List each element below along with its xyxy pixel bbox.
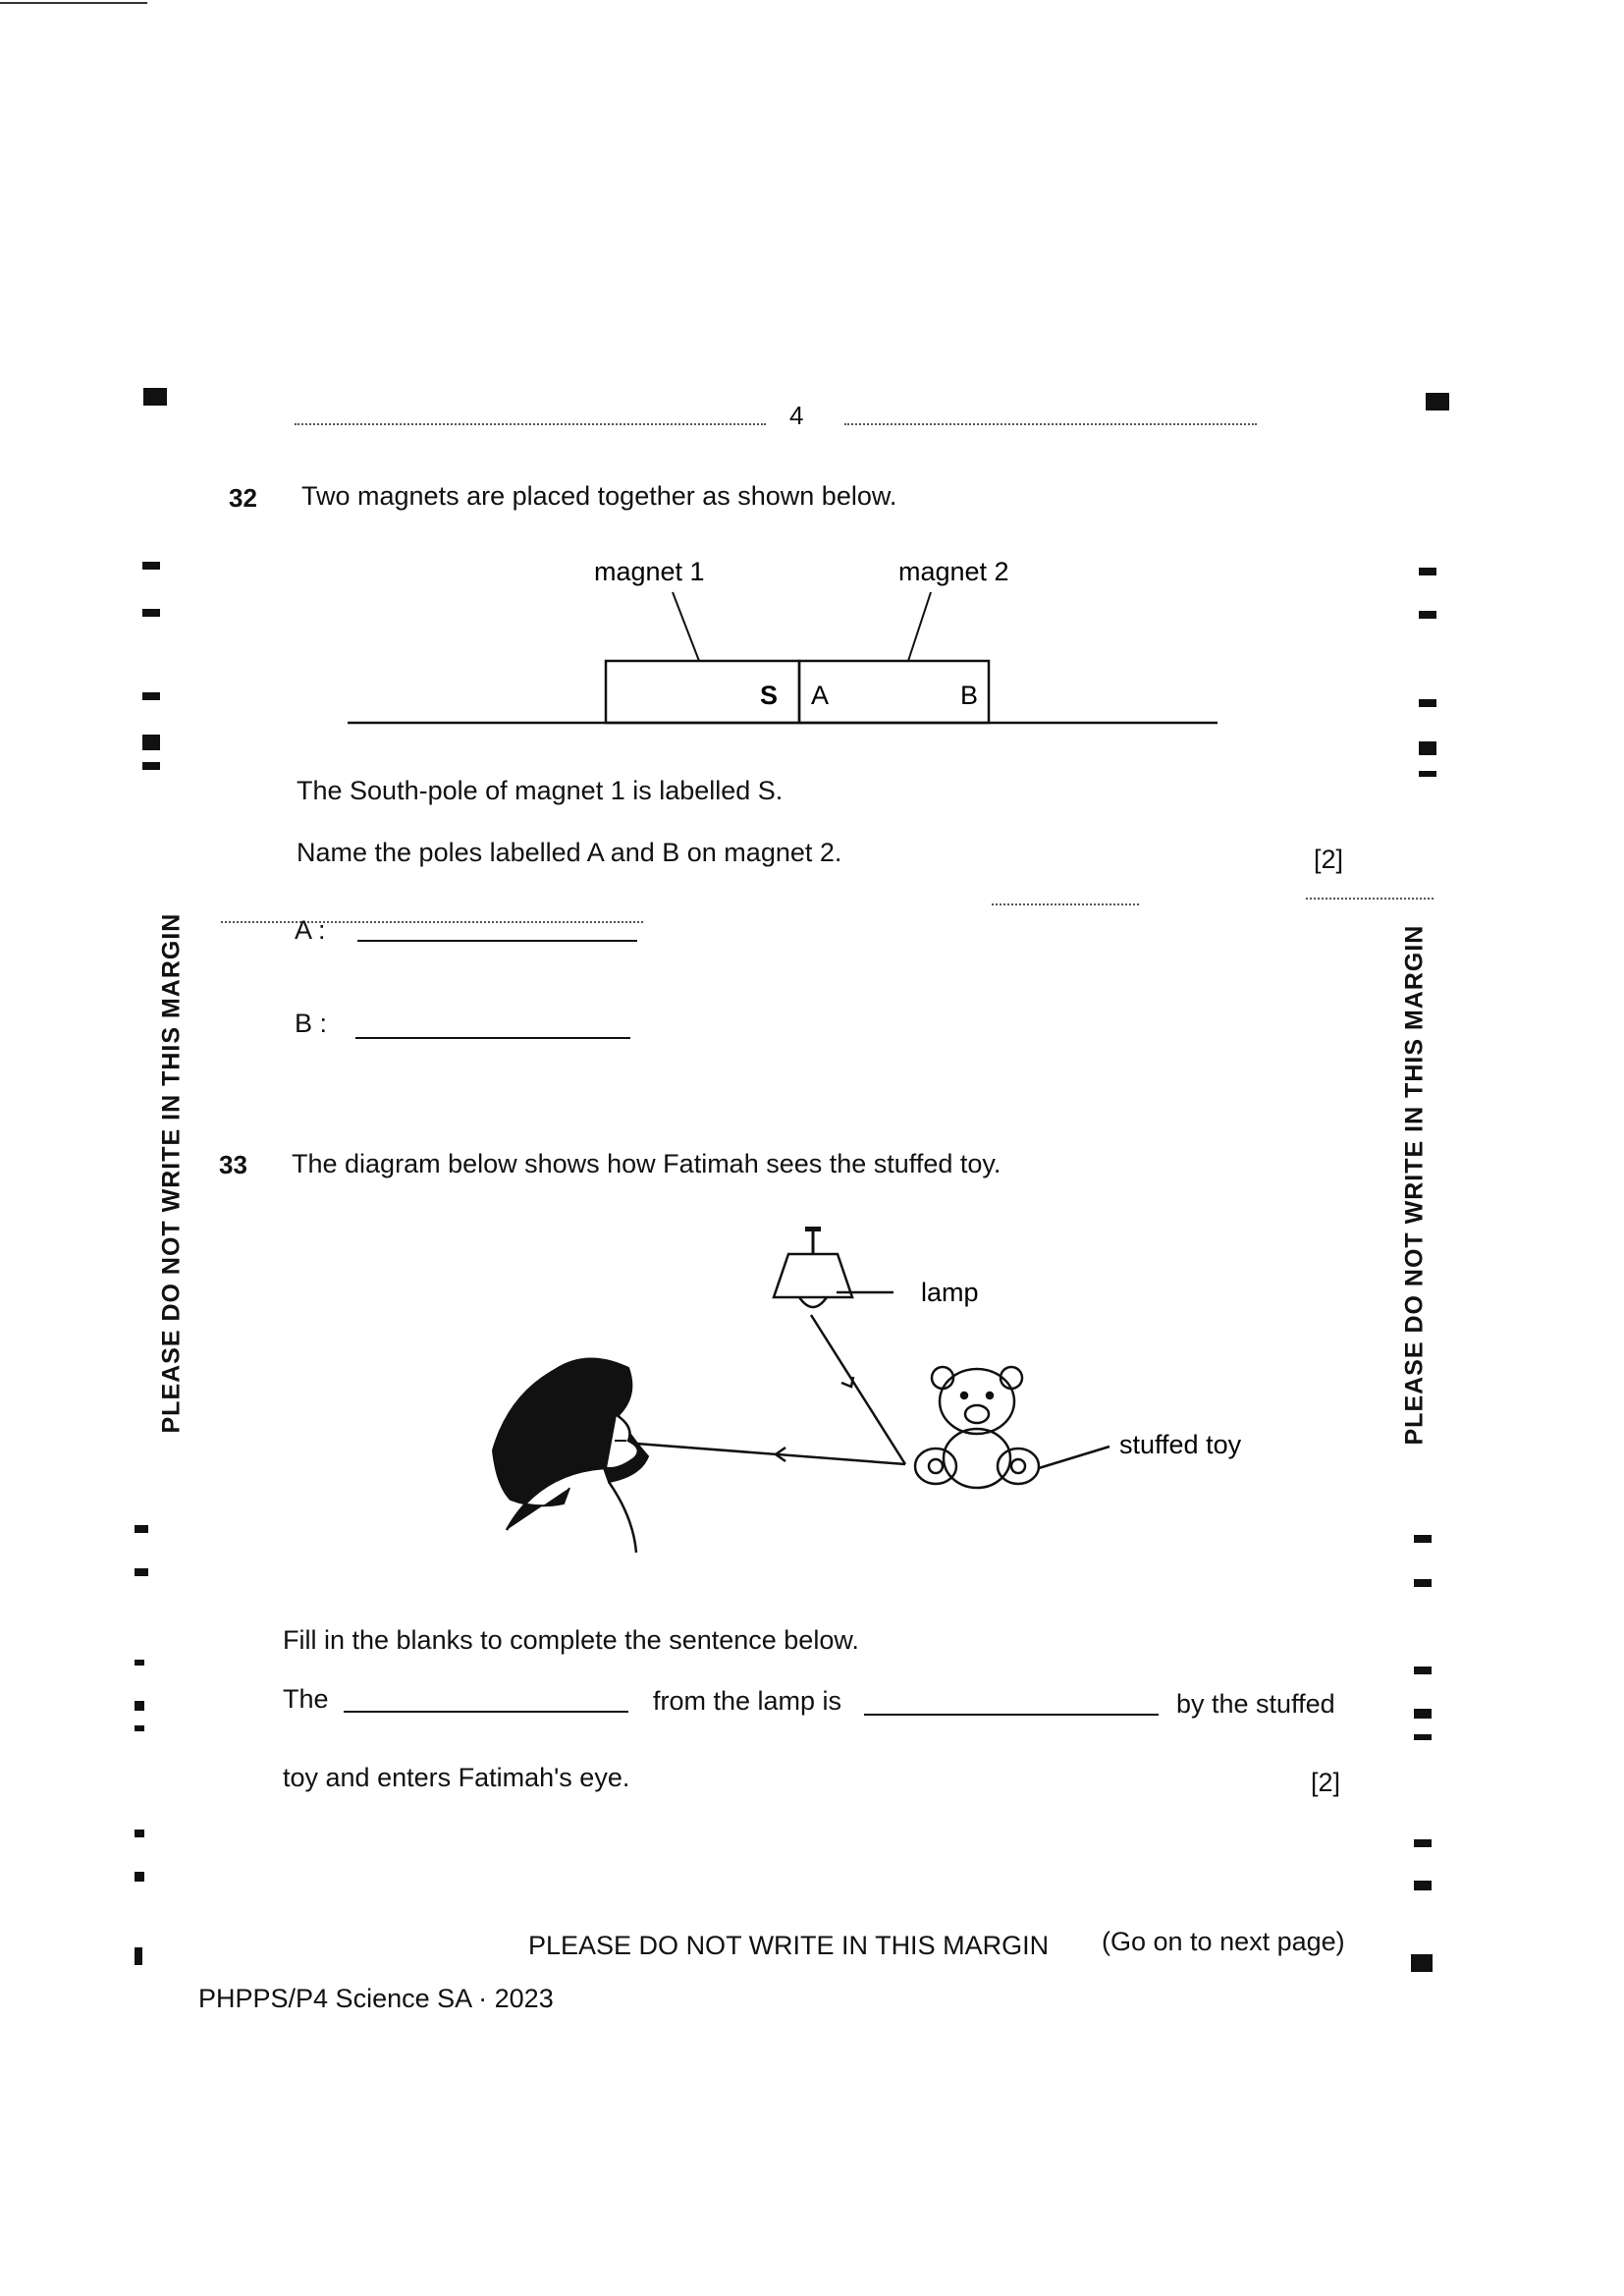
registration-mark (143, 388, 167, 406)
teddy-bear-icon (915, 1367, 1039, 1488)
right-margin-note: PLEASE DO NOT WRITE IN THIS MARGIN (1400, 924, 1429, 1446)
registration-mark (135, 1568, 148, 1576)
registration-mark (135, 1872, 144, 1882)
answer-a-label: A : (295, 915, 326, 945)
registration-mark (135, 1725, 144, 1731)
footer-paper-code: PHPPS/P4 Science SA · 2023 (198, 1984, 554, 2013)
footer-next-page: (Go on to next page) (1102, 1927, 1345, 1956)
toy-pointer (1039, 1447, 1110, 1468)
answer-blank-2[interactable] (864, 1714, 1159, 1716)
magnets-diagram (334, 545, 1237, 732)
registration-mark (1414, 1579, 1432, 1587)
registration-mark (1419, 699, 1436, 707)
sentence-part-3: by the stuffed (1176, 1689, 1335, 1719)
magnet-1-pointer (673, 592, 699, 661)
incident-ray (811, 1315, 905, 1464)
magnet-1-label: magnet 1 (594, 557, 705, 586)
registration-mark (1414, 1734, 1432, 1740)
reflected-ray (623, 1443, 905, 1464)
pole-b-label: B (960, 681, 979, 710)
sentence-part-2: from the lamp is (653, 1686, 842, 1716)
sentence-part-4: toy and enters Fatimah's eye. (283, 1763, 630, 1792)
registration-mark (142, 562, 160, 570)
sentence-part-1: The (283, 1684, 329, 1714)
question-33-marks: [2] (1311, 1768, 1341, 1797)
registration-mark (135, 1701, 144, 1711)
answer-b-label: B : (295, 1009, 328, 1038)
question-32-instruction: Name the poles labelled A and B on magnet 2. (297, 838, 842, 867)
question-33-instruction: Fill in the blanks to complete the sentence below. (283, 1625, 859, 1655)
pole-s-label: S (760, 681, 779, 710)
toy-label: stuffed toy (1119, 1430, 1242, 1459)
light-reflection-diagram (461, 1223, 1316, 1566)
left-margin-note: PLEASE DO NOT WRITE IN THIS MARGIN (157, 912, 186, 1434)
registration-mark (135, 1525, 148, 1533)
registration-mark (1414, 1839, 1432, 1847)
footer-margin-note: PLEASE DO NOT WRITE IN THIS MARGIN (528, 1931, 1050, 1960)
question-32-prompt: Two magnets are placed together as shown below. (301, 481, 897, 511)
answer-blank-1[interactable] (344, 1711, 628, 1713)
girl-icon (493, 1358, 648, 1553)
question-33-prompt: The diagram below shows how Fatimah sees the stuffed toy. (292, 1149, 1001, 1178)
question-32-number: 32 (229, 483, 257, 513)
registration-mark (1426, 393, 1449, 410)
lamp-icon (774, 1227, 852, 1307)
header-dotted-rule (844, 423, 1257, 425)
scan-edge-line (0, 2, 147, 4)
registration-mark (142, 762, 160, 770)
registration-mark (142, 735, 160, 750)
lamp-label: lamp (921, 1278, 979, 1307)
page-number: 4 (789, 401, 804, 430)
magnet-2-pointer (908, 592, 931, 661)
faint-dotted-rule (992, 903, 1139, 905)
registration-mark (1411, 1954, 1433, 1972)
faint-dotted-rule (221, 921, 643, 923)
registration-mark (1419, 611, 1436, 619)
registration-mark (135, 1947, 142, 1965)
question-32-marks: [2] (1314, 845, 1344, 874)
answer-b-blank[interactable] (355, 1037, 630, 1039)
registration-mark (1419, 771, 1436, 777)
pole-a-label: A (811, 681, 830, 710)
registration-mark (1414, 1535, 1432, 1543)
registration-mark (1419, 568, 1436, 575)
registration-mark (1414, 1709, 1432, 1719)
registration-mark (135, 1660, 144, 1666)
question-32-statement: The South-pole of magnet 1 is labelled S. (297, 776, 784, 805)
answer-a-blank[interactable] (357, 940, 637, 942)
registration-mark (135, 1830, 144, 1837)
registration-mark (1414, 1881, 1432, 1890)
registration-mark (1414, 1667, 1432, 1674)
magnet-2-label: magnet 2 (898, 557, 1009, 586)
registration-mark (1419, 741, 1436, 755)
header-dotted-rule (295, 423, 766, 425)
registration-mark (142, 692, 160, 700)
question-33-number: 33 (219, 1150, 247, 1179)
registration-mark (142, 609, 160, 617)
faint-dotted-rule (1306, 898, 1434, 900)
